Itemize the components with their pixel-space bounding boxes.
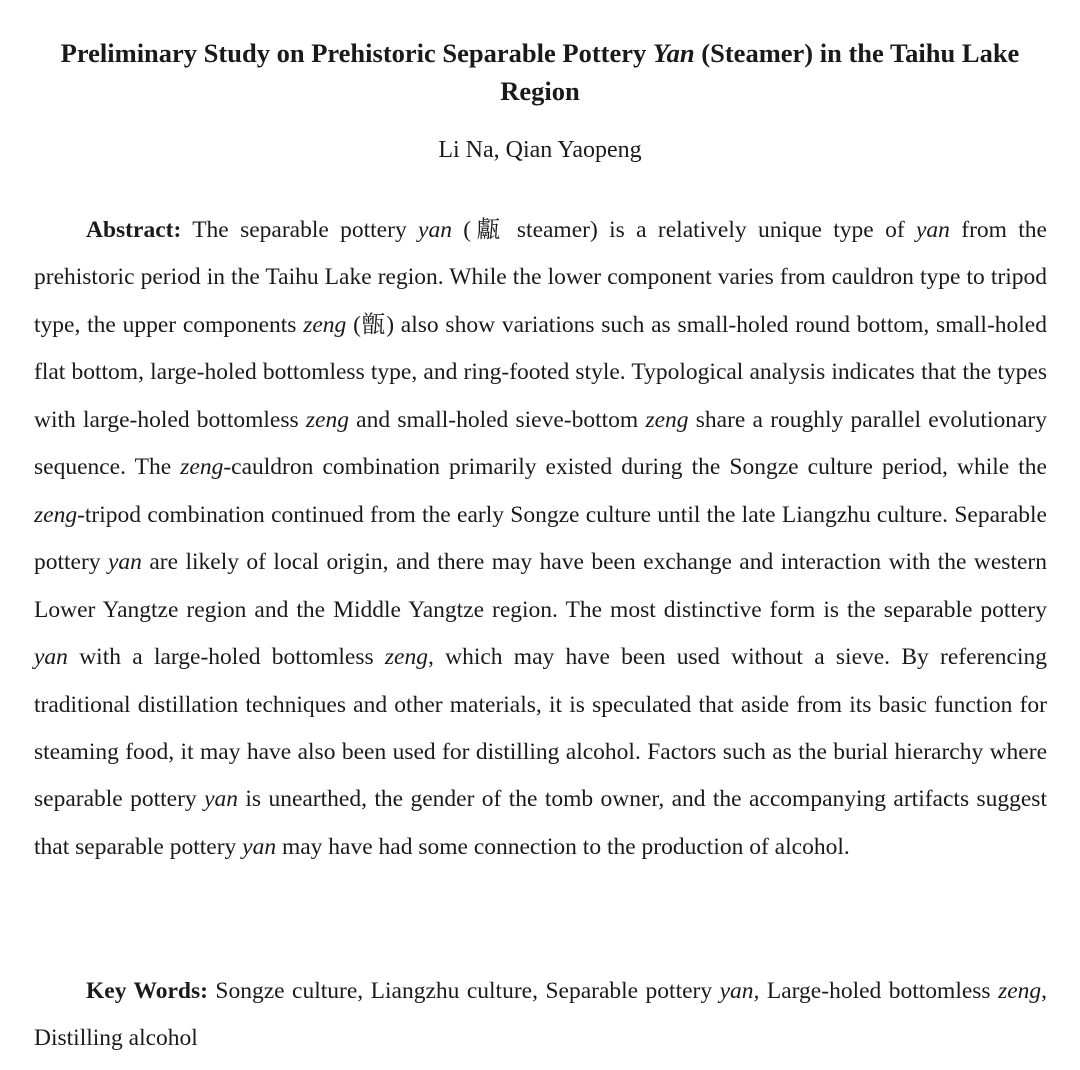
keywords-italic-term: yan, [719, 978, 760, 1004]
abstract-italic-term: zeng [645, 406, 689, 433]
keywords-text: Large-holed bottomless [759, 978, 999, 1004]
abstract-italic-term: yan [204, 786, 238, 813]
keywords-paragraph [34, 968, 1047, 1063]
author-list: Li Na, Qian Yaopeng [438, 137, 642, 163]
title-text-end: (Steamer) in the Taihu Lake Region [500, 37, 1020, 106]
abstract-paragraph [34, 207, 1047, 871]
abstract-text: with a large-holed bottomless [67, 644, 385, 671]
abstract-text: may have had some connection to the production of alcohol. [276, 833, 850, 860]
abstract-text: -tripod combination continued from the early Songze culture until the late Liangzhu culture. Separable pottery [34, 501, 1047, 576]
abstract-text: (甑) also show variations such as small-holed round bottom, small-holed flat bottom, large-holed bottomless type, and ring-footed style. Typological analysis indicates that the types with large-holed bottomless [34, 311, 1047, 433]
abstract-text: is unearthed, the gender of the tomb owner, and the accompanying artifacts suggest that separable pottery [34, 786, 1047, 860]
abstract-italic-term: yan [242, 833, 277, 860]
abstract-label: Abstract: [86, 217, 182, 243]
abstract-text: , which may have been used without a sieve. By referencing traditional distillation techniques and other materials, it is speculated that aside from its basic function for steaming food, it may have also been used for distilling alcohol. Factors such as the burial hierarchy where separable pottery [34, 644, 1047, 813]
title-text: Preliminary Study on Prehistoric Separable Pottery [60, 37, 653, 68]
abstract-text: -cauldron combination primarily existed during the Songze culture period, while the [223, 454, 1047, 481]
abstract-text: (甗 steamer) is a relatively unique type of [451, 217, 916, 243]
abstract-italic-term: yan [418, 217, 452, 243]
abstract-italic-term: yan [108, 549, 142, 576]
abstract-italic-term: yan [34, 644, 68, 671]
abstract-italic-term: zeng [180, 454, 224, 481]
abstract-text: from the prehistoric period in the Taihu Lake region. While the lower component varies from cauldron type to tripod type, the upper components [34, 217, 1047, 338]
abstract-text: The separable pottery [181, 217, 419, 243]
keywords-text: , Distilling alcohol [34, 978, 1048, 1052]
paper-title [40, 34, 1040, 110]
keywords-italic-term: zeng [998, 978, 1042, 1004]
abstract-text: share a roughly parallel evolutionary sequence. The [34, 406, 1047, 481]
abstract-italic-term: yan [915, 217, 950, 243]
abstract-text: and small-holed sieve-bottom [348, 406, 646, 433]
abstract-body [34, 217, 1047, 860]
abstract-italic-term: zeng [34, 501, 78, 528]
abstract-text: are likely of local origin, and there may have been exchange and interaction with the western Lower Yangtze region and the Middle Yangtze region. The most distinctive form is the separable pottery [34, 549, 1047, 623]
abstract-italic-term: zeng [303, 311, 347, 338]
title-italic-term: Yan [652, 37, 695, 68]
abstract-italic-term: zeng [305, 406, 349, 433]
abstract-italic-term: zeng [384, 644, 428, 671]
keywords-label: Key Words: [86, 978, 208, 1004]
keywords-text: Songze culture, Liangzhu culture, Separable pottery [207, 978, 720, 1004]
